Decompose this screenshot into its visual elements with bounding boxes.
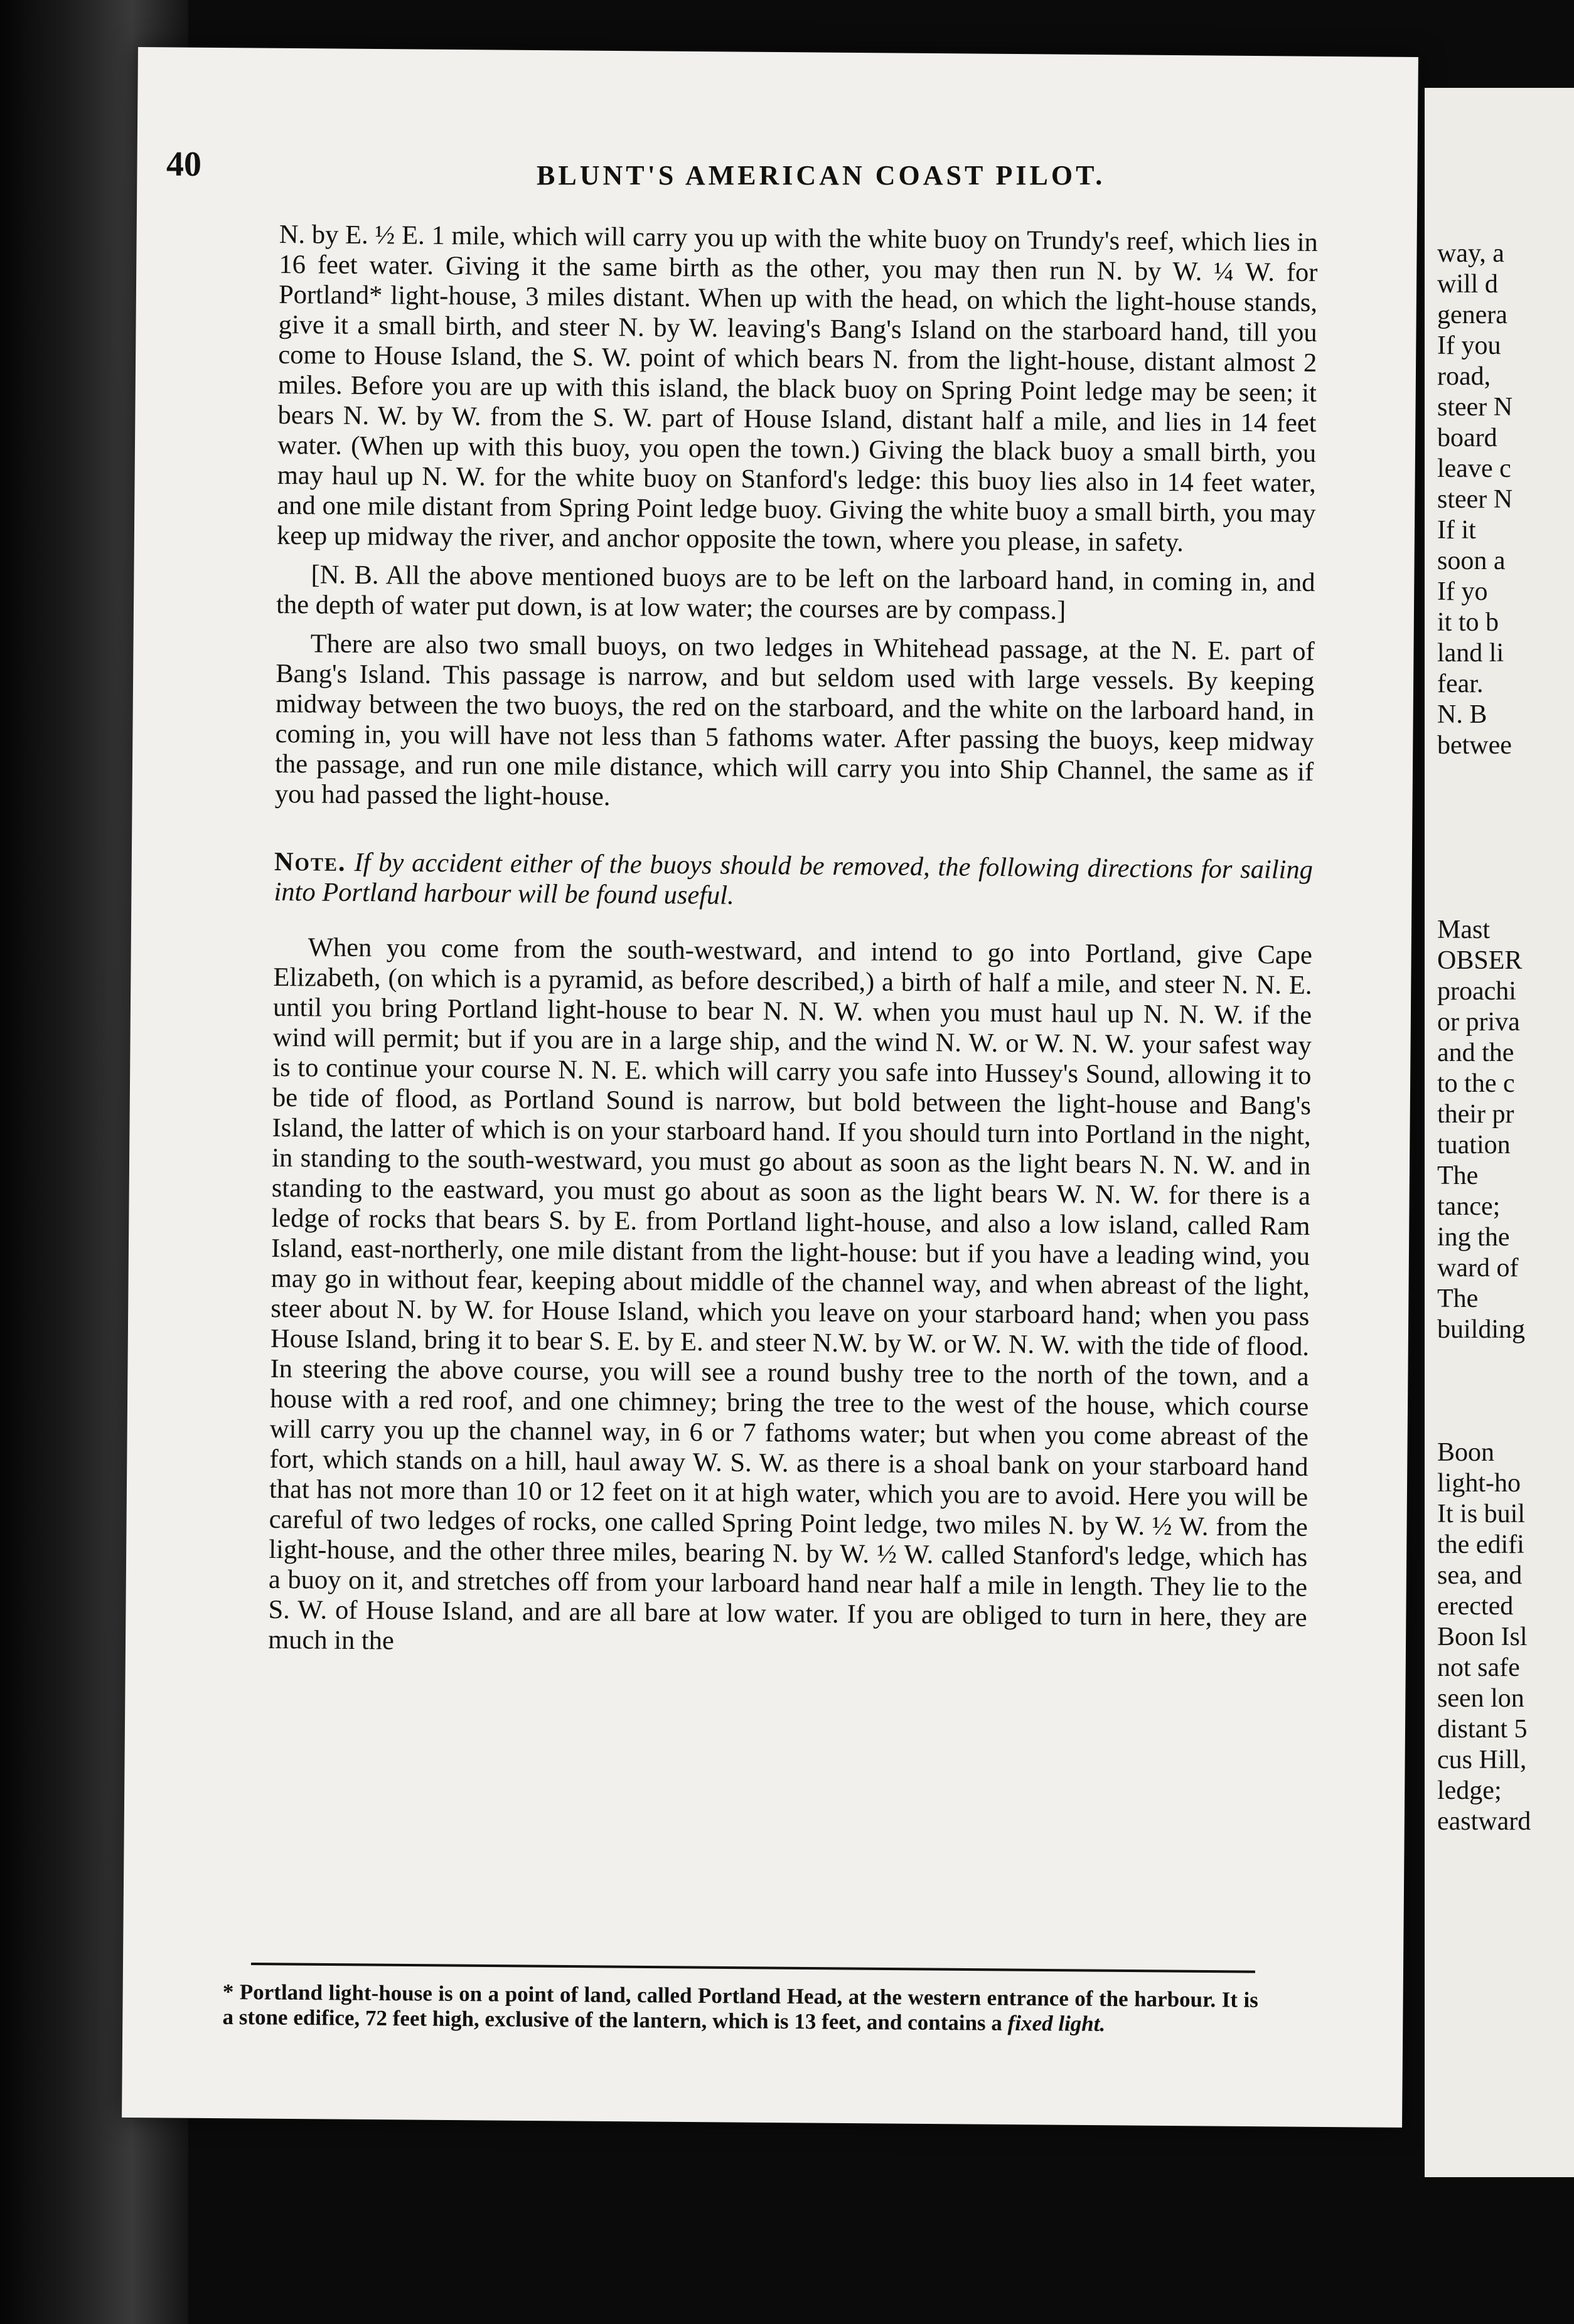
running-title: BLUNT'S AMERICAN COAST PILOT. <box>537 160 1106 191</box>
paragraph-sailing-directions: N. by E. ½ E. 1 mile, which will carry you up with the white buoy on Trundy's reef, which lies in 16 feet water. Giving it the same birth as the other, you may then run N. by W. ¼ W. for Portland* light-house, 3 miles distant. When up with the head, on which the light-house stands, give it a small birth, and steer N. by W. leaving's Bang's Island on the starboard hand, till you come to House Island, the S. W. point of which bears N. from the light-house, distant almost 2 miles. Before you are up with this island, the black buoy on Spring Point ledge may be seen; it bears N. W. by W. from the S. W. part of House Island, distant half a mile, and lies in 14 feet water. (When up with this buoy, you open the town.) Giving the black buoy a small birth, you may haul up N. W. for the white buoy on Stanford's ledge: this buoy lies also in 14 feet water, and one mile distant from Spring Point ledge buoy. Giving the white buoy a small birth, you may keep up midway the river, and anchor opposite the town, where you please, in safety. <box>276 220 1318 558</box>
main-text <box>268 220 1318 1663</box>
right-page-line: Mast <box>1437 915 1490 944</box>
footnote-text: * Portland light-house is on a point of land, called Portland Head, at the western entrance of the harbour. It is a stone edifice, 72 feet high, exclusive of the lantern, which is 13 feet, and contains a <box>222 1980 1258 2035</box>
footnote-italic: fixed light. <box>1007 2010 1106 2037</box>
right-page-line: steer N <box>1437 393 1513 422</box>
right-page-line: or priva <box>1437 1008 1520 1037</box>
right-page-line <box>1437 761 1574 792</box>
right-page-line: The <box>1437 1161 1479 1190</box>
right-page-line: OBSER <box>1437 946 1523 975</box>
paragraph-nota-bene: [N. B. All the above mentioned buoys are to be left on the larboard hand, in coming in, and the depth of water put down, is at low water; the courses are by compass.] <box>276 560 1315 626</box>
right-page-line: cus Hill, <box>1437 1746 1527 1774</box>
right-page-line: distant 5 <box>1437 1715 1528 1744</box>
right-page-line: road, <box>1437 362 1491 391</box>
right-page-line: steer N <box>1437 485 1513 514</box>
right-page-line: and the <box>1437 1038 1514 1067</box>
right-page-line: erected <box>1437 1592 1514 1621</box>
right-page-line: soon a <box>1437 546 1506 575</box>
right-page-line <box>1437 853 1574 884</box>
right-page-line: genera <box>1437 301 1507 329</box>
page-number: 40 <box>166 145 201 184</box>
right-page-line: eastward <box>1437 1807 1531 1836</box>
right-page-line: If you <box>1437 331 1501 360</box>
right-page-line <box>1437 884 1574 915</box>
right-page-line <box>1437 1407 1574 1437</box>
right-page-line: their pr <box>1437 1100 1514 1129</box>
right-page-line <box>1437 1345 1574 1376</box>
right-page-line <box>1437 823 1574 853</box>
right-page-line: N. B <box>1437 700 1487 729</box>
paragraph-south-westward: When you come from the south-westward, and intend to go into Portland, give Cape Elizabeth, (on which is a pyramid, as before described,) a birth of half a mile, and steer N. N. E. until you bring Portland light-house to bear N. N. W. when you must haul up N. N. W. if the wind will permit; but if you are in a large ship, and the wind N. W. or W. N. W. your safest way is to continue your course N. N. E. which will carry you safe into Hussey's Sound, allowing it to be tide of flood, as Portland Sound is narrow, but bold between the light-house and Bang's Island, the latter of which is on your starboard hand. If you should turn into Portland in the night, in standing to the south-westward, you must go about as soon as the light bears N. N. W. and in standing to the eastward, you must go about as soon as the light bears W. N. W. for there is a ledge of rocks that bears S. by E. from Portland light-house, and also a low island, called Ram Island, east-northerly, one mile distant from the light-house: but if you have a leading wind, you may go in without fear, keeping about middle of the channel way, and when abreast of the light, steer about N. by W. for House Island, which you leave on your starboard hand; when you pass House Island, bring it to bear S. E. by E. and steer N.W. by W. or W. N. W. with the tide of flood. In steering the above course, you will see a round bushy tree to the north of the town, and a house with a red roof, and one chimney; bring the tree to the west of the house, which course will carry you up the channel way, in 6 or 7 fathoms water; but when you come abreast of the fort, which stands on a hill, haul away W. S. W. as there is a shoal bank on your starboard hand that has not more than 10 or 12 feet on it at high water, which you are to avoid. Here you will be careful of two ledges of rocks, one called Spring Point ledge, two miles N. by W. ½ W. from the light-house, and the other three miles, bearing N. by W. ½ W. called Stanford's ledge, which has a buoy on it, and stretches off from your larboard hand near half a mile in length. They lie to the S. W. of House Island, and are all bare at low water. If you are obliged to turn in here, they are much in the <box>268 932 1313 1656</box>
right-page-line: building <box>1437 1315 1526 1344</box>
right-page-line: proachi <box>1437 977 1516 1006</box>
right-page-line: seen lon <box>1437 1684 1524 1713</box>
right-page-line: ing the <box>1437 1223 1510 1252</box>
right-page-line <box>1437 1376 1574 1407</box>
right-page-line: sea, and <box>1437 1561 1523 1590</box>
right-page-line: The <box>1437 1284 1479 1313</box>
right-page-line: If yo <box>1437 577 1488 606</box>
paragraph-note <box>274 847 1313 915</box>
right-page-line: If it <box>1437 516 1476 545</box>
right-page-line: way, a <box>1437 239 1504 268</box>
right-page-line: ward of <box>1437 1254 1519 1282</box>
right-page-line: It is buil <box>1437 1500 1526 1528</box>
footnote <box>222 1980 1258 2038</box>
paragraph-whitehead-passage: There are also two small buoys, on two ledges in Whitehead passage, at the N. E. part of Bang's Island. This passage is narrow, and but seldom used with large vessels. By keeping midway between the two buoys, the red on the starboard, and the white on the larboard hand, in coming in, you will have not less than 5 fathoms water. After passing the buoys, keep midway the passage, and run one mile distance, which will carry you into Ship Channel, the same as if you had passed the light-house. <box>274 629 1315 812</box>
right-page-line: board <box>1437 424 1497 452</box>
right-page-line: to the c <box>1437 1069 1515 1098</box>
right-page-line: Boon Isl <box>1437 1623 1528 1651</box>
running-head <box>166 144 1346 201</box>
note-label: Note. <box>274 846 346 877</box>
right-page-line: the edifi <box>1437 1530 1524 1559</box>
right-page-line: tance; <box>1437 1192 1501 1221</box>
right-page-line <box>1437 792 1574 823</box>
right-page-line: fear. <box>1437 669 1484 698</box>
right-page-line: it to b <box>1437 608 1499 637</box>
right-page-line: ledge; <box>1437 1776 1502 1805</box>
right-page-line: Boon <box>1437 1438 1495 1467</box>
right-page-line: tuation <box>1437 1131 1511 1159</box>
right-page-line: light-ho <box>1437 1469 1521 1498</box>
right-page-line: will d <box>1437 270 1498 299</box>
right-page-line: leave c <box>1437 454 1511 483</box>
right-page-line: betwee <box>1437 731 1512 760</box>
right-page-line: not safe <box>1437 1653 1520 1682</box>
note-text: If by accident either of the buoys should be removed, the following directions for sailing into Portland harbour will be found useful. <box>274 847 1314 910</box>
right-page-line: land li <box>1437 639 1504 668</box>
right-page-text <box>1437 238 1574 1837</box>
